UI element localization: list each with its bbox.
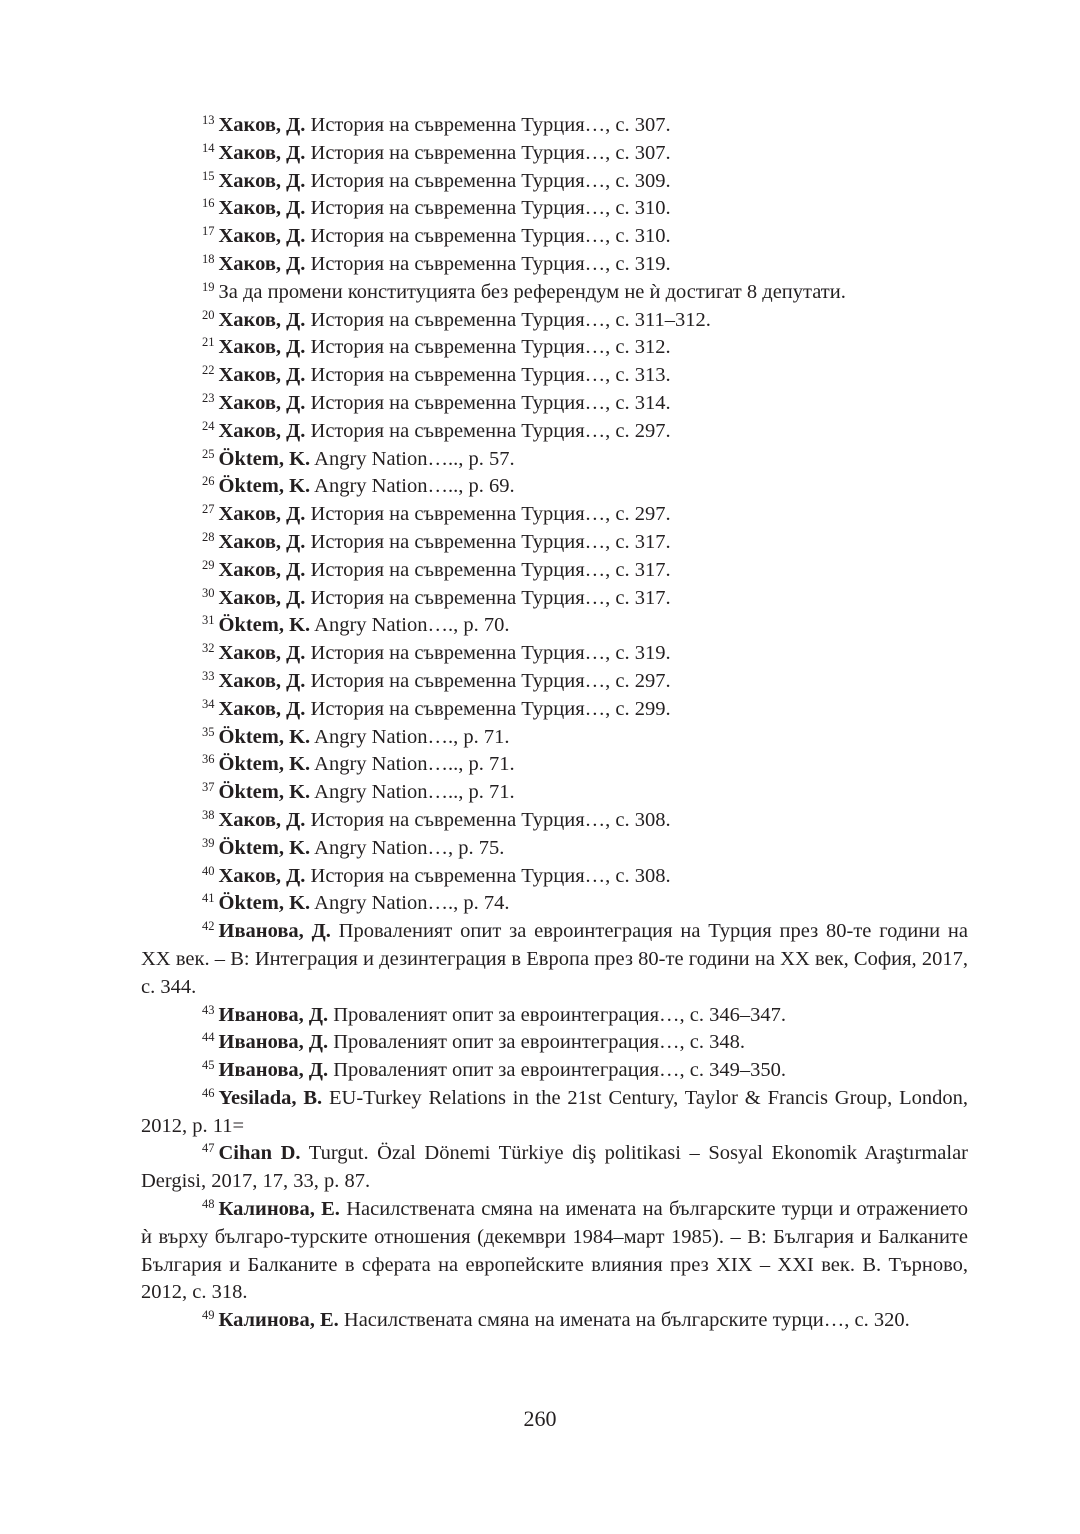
footnote-number: 34 — [202, 696, 215, 711]
footnote-text: История на съвременна Турция…, с. 317. — [310, 558, 671, 581]
footnote-text: История на съвременна Турция…, с. 310. — [310, 197, 671, 220]
footnote-author: Хаков, Д. — [218, 169, 306, 192]
footnote-37 — [141, 779, 968, 807]
footnote-40 — [141, 863, 968, 891]
footnote-23 — [141, 390, 968, 418]
footnote-text: История на съвременна Турция…, с. 297. — [310, 669, 671, 692]
footnote-number: 27 — [202, 502, 215, 517]
footnote-author: Хаков, Д. — [218, 419, 306, 442]
footnote-text: Turgut. Özal Dönemi Türkiye diş politikasi – Sosyal Ekonomik Araştırmalar Dergisi, 2017, 17, 33, p. 87. — [141, 1142, 968, 1193]
footnote-number: 44 — [202, 1030, 215, 1045]
footnote-number: 41 — [202, 891, 215, 906]
footnote-number: 17 — [202, 224, 215, 239]
footnote-text: История на съвременна Турция…, с. 299. — [310, 697, 671, 720]
footnote-text: Провалeният опит за евроинтеграция на Турция през 80-те години на XX век. – В: Интеграция и дезинтеграция в Европа през 80-те години на XX век, София, 2017, с. 344. — [141, 920, 969, 998]
footnote-text: История на съвременна Турция…, с. 319. — [310, 642, 671, 665]
footnote-24 — [141, 418, 968, 446]
footnote-number: 35 — [202, 724, 215, 739]
footnote-text: История на съвременна Турция…, с. 310. — [310, 225, 671, 248]
footnote-author: Cihan D. — [218, 1142, 301, 1165]
footnote-19 — [141, 279, 968, 307]
footnote-number: 42 — [202, 919, 215, 934]
footnote-author: Иванова, Д. — [218, 1059, 329, 1082]
footnote-text: EU-Turkey Relations in the 21st Century, Taylor & Francis Group, London, 2012, p. 11= — [141, 1086, 969, 1137]
footnote-28 — [141, 529, 968, 557]
footnote-number: 40 — [202, 863, 215, 878]
footnote-text: История на съвременна Турция…, с. 308. — [310, 864, 671, 887]
footnote-20 — [141, 307, 968, 335]
footnote-author: Хаков, Д. — [218, 364, 306, 387]
footnote-text: Angry Nation…., p. 71. — [314, 725, 510, 748]
footnote-36 — [141, 751, 968, 779]
footnote-42 — [141, 918, 968, 1001]
footnote-author: Хаков, Д. — [218, 114, 306, 136]
footnote-48 — [141, 1196, 968, 1307]
footnote-47 — [141, 1140, 968, 1196]
footnote-49 — [141, 1307, 968, 1335]
footnote-number: 20 — [202, 307, 215, 322]
footnote-text: История на съвременна Турция…, с. 307. — [310, 141, 671, 164]
footnote-number: 24 — [202, 418, 215, 433]
footnote-author: Öktem, K. — [218, 753, 311, 776]
footnote-16 — [141, 195, 968, 223]
footnote-text: История на съвременна Турция…, с. 312. — [310, 336, 671, 359]
footnote-text: Angry Nation….., p. 57. — [314, 447, 515, 470]
footnote-text: История на съвременна Турция…, с. 314. — [310, 391, 671, 414]
footnote-30 — [141, 585, 968, 613]
footnote-number: 23 — [202, 390, 215, 405]
footnote-author: Иванова, Д. — [218, 1031, 329, 1054]
footnote-number: 28 — [202, 529, 215, 544]
footnote-text: Насилствената смяна на имената на българските турци…, с. 320. — [343, 1309, 910, 1332]
footnote-text: Angry Nation….., p. 69. — [314, 475, 515, 498]
footnote-author: Хаков, Д. — [218, 669, 306, 692]
footnote-44 — [141, 1029, 968, 1057]
footnote-text: История на съвременна Турция…, с. 319. — [310, 252, 671, 275]
footnote-15 — [141, 168, 968, 196]
footnote-author: Хаков, Д. — [218, 391, 306, 414]
footnote-34 — [141, 696, 968, 724]
footnote-17 — [141, 223, 968, 251]
footnote-29 — [141, 557, 968, 585]
footnote-32 — [141, 640, 968, 668]
footnote-41 — [141, 890, 968, 918]
footnote-number: 18 — [202, 251, 215, 266]
footnote-46 — [141, 1085, 968, 1141]
footnote-number: 22 — [202, 363, 215, 378]
footnote-text: История на съвременна Турция…, с. 313. — [310, 364, 671, 387]
footnote-number: 45 — [202, 1058, 215, 1073]
footnote-author: Öktem, K. — [218, 475, 311, 498]
footnote-number: 47 — [202, 1141, 215, 1156]
footnote-author: Хаков, Д. — [218, 808, 306, 831]
footnote-author: Öktem, K. — [218, 614, 311, 637]
footnote-number: 38 — [202, 807, 215, 822]
footnote-text: История на съвременна Турция…, с. 309. — [310, 169, 671, 192]
footnote-author: Хаков, Д. — [218, 503, 306, 526]
footnote-author: Хаков, Д. — [218, 141, 306, 164]
footnote-number: 33 — [202, 668, 215, 683]
footnote-number: 39 — [202, 835, 215, 850]
footnote-author: Хаков, Д. — [218, 697, 306, 720]
footnote-author: Öktem, K. — [218, 781, 311, 804]
footnote-text: История на съвременна Турция…, с. 307. — [310, 114, 671, 136]
page-number: 260 — [523, 1406, 557, 1431]
footnote-31 — [141, 612, 968, 640]
footnote-number: 49 — [202, 1308, 215, 1323]
footnote-text: Angry Nation….., p. 71. — [314, 753, 515, 776]
footnote-author: Öktem, K. — [218, 892, 311, 915]
footnote-14 — [141, 140, 968, 168]
footnote-author: Хаков, Д. — [218, 225, 306, 248]
footnote-text: Провалeният опит за евроинтеграция…, с. 348. — [333, 1031, 746, 1054]
footnote-38 — [141, 807, 968, 835]
footnote-author: Калинова, Е. — [218, 1309, 339, 1332]
footnote-author: Хаков, Д. — [218, 336, 306, 359]
footnote-43 — [141, 1002, 968, 1030]
footnote-number: 15 — [202, 168, 215, 183]
footnote-33 — [141, 668, 968, 696]
footnote-25 — [141, 446, 968, 474]
footnote-author: Иванова, Д. — [218, 1003, 329, 1026]
footnote-number: 16 — [202, 196, 215, 211]
footnote-author: Öktem, K. — [218, 725, 311, 748]
footnote-text: Насилствената смяна на имената на българските турци и отражението ѝ върху българо-турските отношения (декември 1984–март 1985). – В: България и Балканите България и Балканите в сферата на европейските влияния през XIX – XXI век. В. Търново, 2012, с. 318. — [141, 1198, 968, 1304]
footnote-27 — [141, 501, 968, 529]
footnote-text: Angry Nation…, p. 75. — [314, 836, 505, 859]
footnote-author: Хаков, Д. — [218, 558, 306, 581]
footnote-text: Angry Nation…., p. 70. — [314, 614, 510, 637]
footnote-text: История на съвременна Турция…, с. 311–312. — [310, 308, 711, 331]
footnote-number: 37 — [202, 780, 215, 795]
footnote-21 — [141, 334, 968, 362]
footnote-author: Хаков, Д. — [218, 252, 306, 275]
footnote-text: Провалeният опит за евроинтеграция…, с. 346–347. — [333, 1003, 787, 1026]
footnote-13 — [141, 112, 968, 140]
footnote-text: Angry Nation….., p. 71. — [314, 781, 515, 804]
footnote-text: История на съвременна Турция…, с. 317. — [310, 586, 671, 609]
footnote-author: Öktem, K. — [218, 447, 311, 470]
footnote-number: 21 — [202, 335, 215, 350]
footnote-text: Провалeният опит за евроинтеграция…, с. 349–350. — [333, 1059, 787, 1082]
footnotes-list — [141, 112, 968, 1335]
footnote-author: Хаков, Д. — [218, 530, 306, 553]
footnote-author: Иванова, Д. — [218, 920, 331, 943]
footnote-number: 46 — [202, 1085, 215, 1100]
footnote-number: 48 — [202, 1197, 215, 1212]
footnote-author: Хаков, Д. — [218, 642, 306, 665]
footnote-26 — [141, 473, 968, 501]
footnote-author: Yesilada, B. — [218, 1086, 323, 1109]
footnote-number: 30 — [202, 585, 215, 600]
footnote-number: 26 — [202, 474, 215, 489]
footnote-45 — [141, 1057, 968, 1085]
footnote-author: Калинова, Е. — [218, 1198, 340, 1221]
footnote-number: 31 — [202, 613, 215, 628]
footnote-number: 29 — [202, 557, 215, 572]
footnote-text: История на съвременна Турция…, с. 308. — [310, 808, 671, 831]
footnote-text: История на съвременна Турция…, с. 297. — [310, 503, 671, 526]
footnote-22 — [141, 362, 968, 390]
footnote-author: Хаков, Д. — [218, 308, 306, 331]
footnote-author: Хаков, Д. — [218, 864, 306, 887]
footnote-39 — [141, 835, 968, 863]
footnote-text: За да промени конституцията без референдум не ѝ достигат 8 депутати. — [218, 280, 846, 303]
footnote-author: Öktem, K. — [218, 836, 311, 859]
footnote-number: 14 — [202, 140, 215, 155]
footnote-number: 43 — [202, 1002, 215, 1017]
footnote-text: Angry Nation…., p. 74. — [314, 892, 510, 915]
footnote-author: Хаков, Д. — [218, 586, 306, 609]
footnote-number: 36 — [202, 752, 215, 767]
footnote-number: 32 — [202, 641, 215, 656]
footnote-35 — [141, 724, 968, 752]
footnote-text: История на съвременна Турция…, с. 317. — [310, 530, 671, 553]
footnote-number: 13 — [202, 113, 215, 127]
footnote-text: История на съвременна Турция…, с. 297. — [310, 419, 671, 442]
footnote-18 — [141, 251, 968, 279]
footnote-author: Хаков, Д. — [218, 197, 306, 220]
footnote-number: 19 — [202, 279, 215, 294]
footnote-number: 25 — [202, 446, 215, 461]
